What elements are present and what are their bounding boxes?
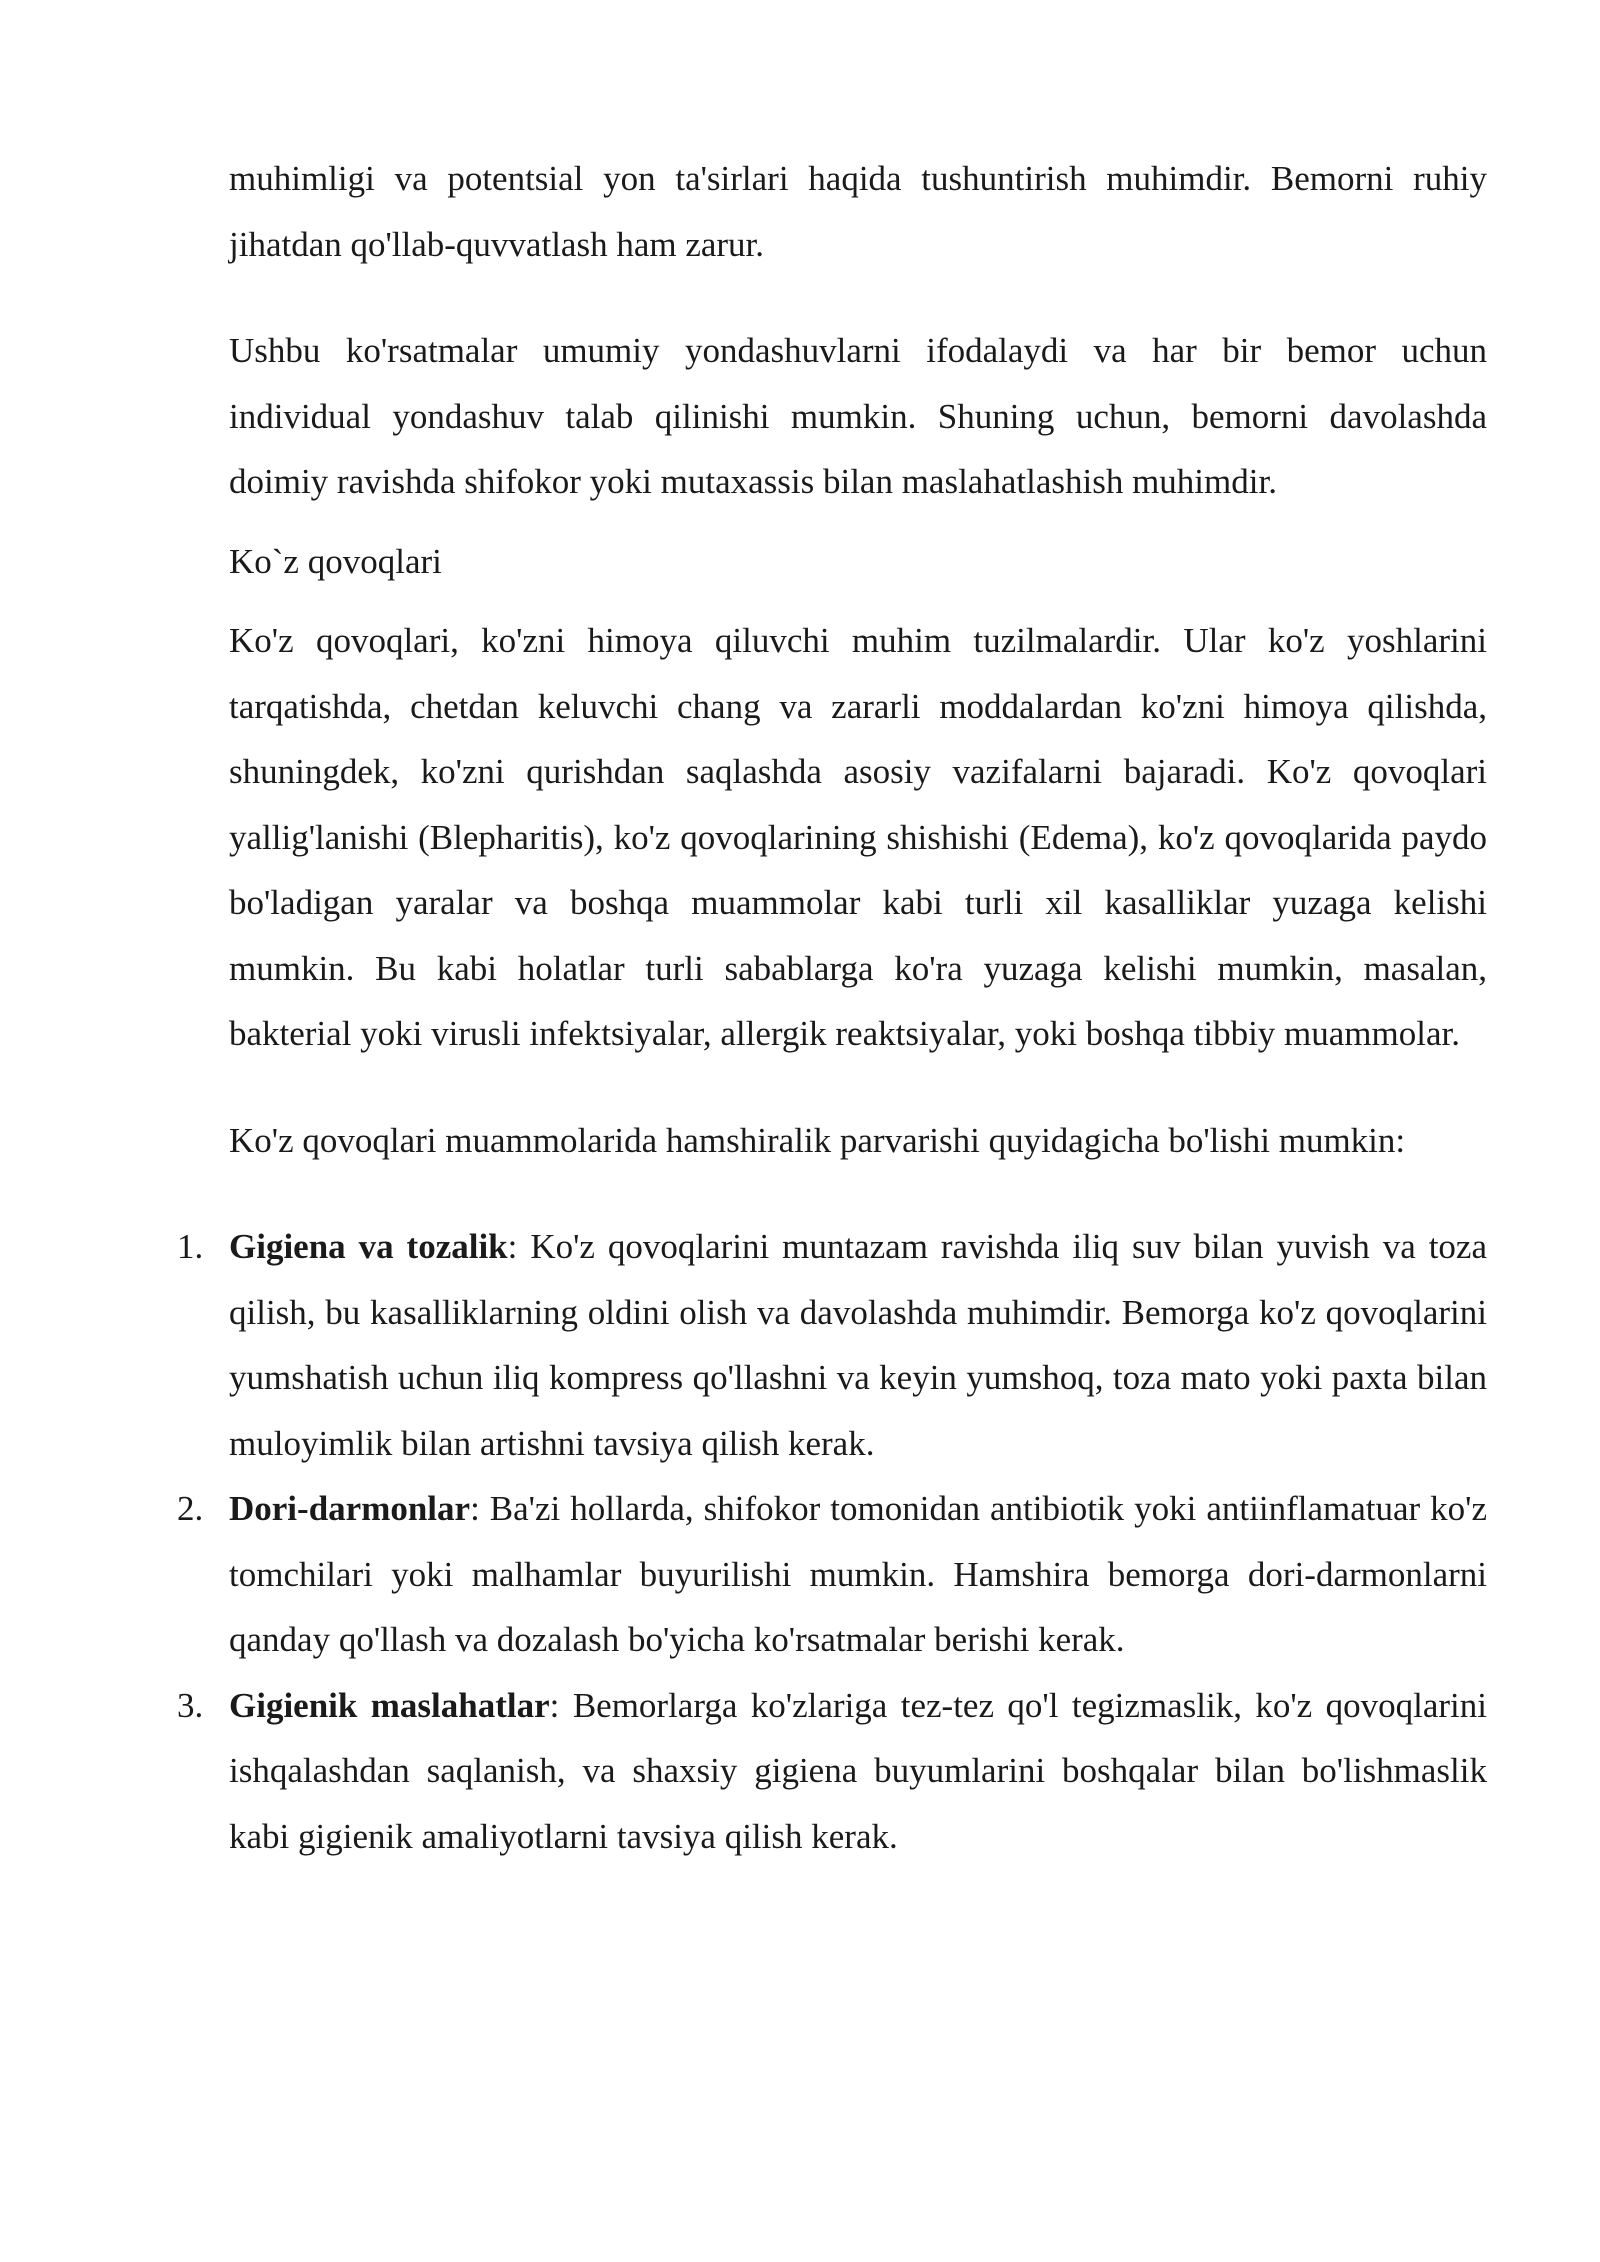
list-item-term: Gigiena va tozalik — [229, 1227, 508, 1266]
section-paragraph: Ko'z qovoqlari, ko'zni himoya qiluvchi muhim tuzilmalardir. Ular ko'z yoshlarini tarqatishda, chetdan keluvchi chang va zararli moddalardan ko'zni himoya qilishda, shuningdek, ko'zni qurishdan saqlashda asosiy vazifalarni bajaradi. Ko'z qovoqlari yallig'lanishi (Blepharitis), ko'z qovoqlarining shishishi (Edema), ko'z qovoqlarida paydo bo'ladigan yaralar va boshqa muammolar kabi turli xil kasalliklar yuzaga kelishi mumkin. Bu kabi holatlar turli sabablarga ko'ra yuzaga kelishi mumkin, masalan, bakterial yoki virusli infektsiyalar, allergik reaktsiyalar, yoki boshqa tibbiy muammolar. — [229, 621, 1487, 1053]
list-item — [177, 1476, 1487, 1673]
list-item-text: : Ba'zi hollarda, shifokor tomonidan antibiotik yoki antiinflamatuar ko'z tomchilari yoki malhamlar buyurilishi mumkin. Hamshira bemorga dori-darmonlarni qanday qo'llash va dozalash bo'yicha ko'rsatmalar berishi kerak. — [229, 1489, 1487, 1659]
list-item — [177, 1673, 1487, 1870]
summary-paragraph: Ushbu ko'rsatmalar umumiy yondashuvlarni ifodalaydi va har bir bemor uchun individual yondashuv talab qilinishi mumkin. Shuning uchun, bemorni davolashda doimiy ravishda shifokor yoki mutaxassis bilan maslahatlashish muhimdir. — [229, 331, 1487, 501]
list-intro: Ko'z qovoqlari muammolarida hamshiralik parvarishi quyidagicha bo'lishi mumkin: — [229, 1120, 1406, 1160]
section-heading: Ko`z qovoqlari — [229, 541, 442, 581]
care-list — [177, 1214, 1488, 1869]
list-item-text: : Bemorlarga ko'zlariga tez-tez qo'l tegizmaslik, ko'z qovoqlarini ishqalashdan saqlanish, va shaxsiy gigiena buyumlarini boshqalar bilan bo'lishmaslik kabi gigienik amaliyotlarni tavsiya qilish kerak. — [229, 1685, 1487, 1856]
intro-paragraph: muhimligi va potentsial yon ta'sirlari haqida tushuntirish muhimdir. Bemorni ruhiy jihatdan qo'llab-quvvatlash ham zarur. — [229, 159, 1487, 264]
list-item-term: Dori-darmonlar — [229, 1489, 471, 1528]
list-item-text: : Ko'z qovoqlarini muntazam ravishda iliq suv bilan yuvish va toza qilish, bu kasalliklarning oldini olish va davolashda muhimdir. Bemorga ko'z qovoqlarini yumshatish uchun iliq kompress qo'llashni va keyin yumshoq, toza mato yoki paxta bilan muloyimlik bilan artishni tavsiya qilish kerak. — [229, 1227, 1488, 1463]
list-item-number: 2. — [177, 1489, 204, 1528]
list-item-term: Gigienik maslahatlar — [229, 1685, 550, 1725]
list-item-number: 1. — [177, 1227, 204, 1266]
list-item-number: 3. — [177, 1685, 204, 1725]
list-item — [177, 1214, 1488, 1476]
document-page — [177, 146, 1488, 1869]
